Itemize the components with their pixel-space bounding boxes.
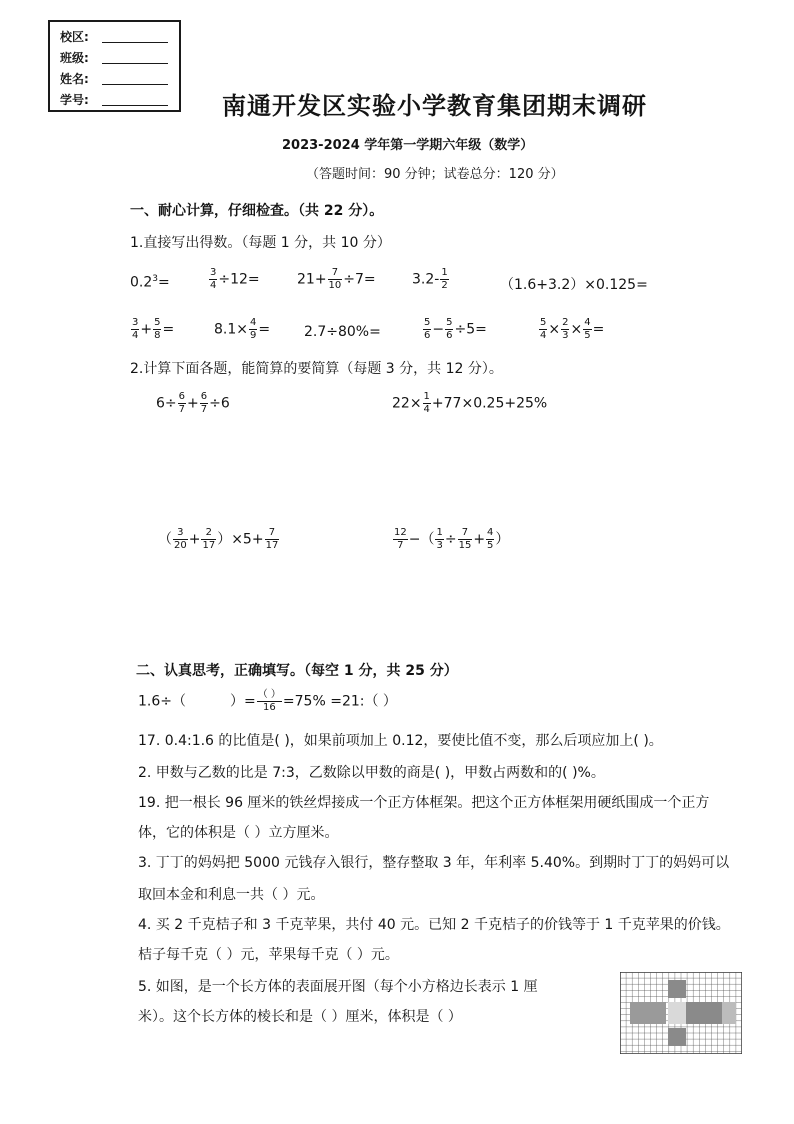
numerator: 3 [132, 317, 139, 328]
operator: −（ [408, 531, 435, 548]
net-face-back [722, 1002, 736, 1024]
denominator: 16 [262, 702, 276, 713]
student-info-box [48, 20, 181, 112]
numerator: 3 [173, 528, 188, 540]
class-label: 班级: [60, 51, 89, 65]
net-face-right [686, 1002, 722, 1024]
exam-subtitle: 2023-2024 学年第一学期六年级（数学） [282, 138, 534, 153]
expr-prefix: 1.6÷（ [138, 693, 186, 710]
fraction [328, 268, 343, 291]
operator: + [188, 531, 201, 548]
fill-q19-line1: 19. 把一根长 96 厘米的铁丝焊接成一个正方体框架。把这个正方体框架用硬纸围成一个正方 [138, 795, 710, 811]
fraction [393, 528, 408, 551]
denominator: 7 [397, 540, 404, 551]
student-id-field[interactable] [102, 105, 168, 106]
denominator: 4 [423, 404, 430, 415]
numerator: 5 [154, 317, 161, 328]
paren-open: （ [158, 531, 172, 548]
numerator: 4 [584, 317, 591, 328]
net-face-left [630, 1002, 666, 1024]
fraction [423, 318, 431, 341]
expr-prefix: 22× [392, 395, 422, 412]
fraction [265, 528, 280, 551]
denominator: 8 [154, 330, 161, 341]
expr-mid: ）= [230, 693, 256, 710]
fill-q3-line1: 3. 丁丁的妈妈把 5000 元钱存入银行，整存整取 3 年，年利率 5.40%。到期时丁丁的妈妈可以 [138, 855, 730, 871]
denominator: 7 [200, 404, 208, 415]
expr-rest: ÷6 [209, 395, 230, 412]
denominator: 17 [202, 540, 216, 551]
step-calc-2 [392, 392, 547, 415]
fraction [201, 528, 216, 551]
denominator: 7 [178, 404, 186, 415]
calc-item-r2-2 [214, 318, 270, 341]
numerator: 7 [458, 528, 473, 540]
expr-rest: =75% =21:（ ） [282, 693, 397, 710]
numerator: 3 [210, 267, 217, 278]
expr-equals: = [162, 321, 175, 338]
operator: ÷ [444, 531, 457, 548]
fill-q5-line2: 米）。这个长方体的棱长和是（ ）厘米，体积是（ ） [138, 1009, 462, 1025]
net-face-front [668, 1002, 686, 1024]
fill-q2: 2. 甲数与乙数的比是 7:3，乙数除以甲数的商是( )，甲数占两数和的( )%。 [138, 765, 605, 781]
fraction [486, 528, 494, 551]
denominator: 17 [265, 540, 279, 551]
fraction [440, 268, 448, 291]
denominator: 6 [424, 330, 431, 341]
calc-item-r2-1 [130, 318, 174, 341]
q2-heading: 2.计算下面各题，能简算的要简算（每题 3 分，共 12 分）。 [130, 361, 503, 377]
numerator: 4 [250, 317, 257, 328]
fraction [257, 690, 282, 713]
operator: + [473, 531, 486, 548]
expr-equals: = [158, 274, 170, 291]
numerator: 5 [446, 317, 453, 328]
student-id-label: 学号: [60, 93, 89, 107]
cuboid-net-figure [620, 972, 742, 1054]
expr-prefix: 21+ [297, 271, 327, 288]
paren-close: ） [495, 531, 510, 548]
exam-info: （答题时间：90 分钟；试卷总分：120 分） [306, 167, 564, 182]
fraction [131, 318, 139, 341]
expr-prefix: 3.2- [412, 271, 440, 288]
denominator: 6 [446, 330, 453, 341]
exam-title: 南通开发区实验小学教育集团期末调研 [222, 92, 647, 120]
fill-q4-line2: 桔子每千克（ ）元，苹果每千克（ ）元。 [138, 947, 399, 963]
fill-q4-line1: 4. 买 2 千克桔子和 3 千克苹果，共付 40 元。已知 2 千克桔子的价钱等于 1 千克苹果的价钱。 [138, 917, 730, 933]
fraction [173, 528, 188, 551]
name-field[interactable] [102, 84, 168, 85]
numerator: 5 [424, 317, 431, 328]
fraction [458, 528, 473, 551]
denominator: 4 [132, 330, 139, 341]
fraction [200, 392, 208, 415]
name-label: 姓名: [60, 72, 89, 86]
fill-q17: 17. 0.4:1.6 的比值是( )，如果前项加上 0.12，要使比值不变，那么后项应加上( )。 [138, 733, 663, 749]
numerator: （ ） [257, 689, 281, 700]
numerator: 1 [423, 391, 430, 402]
expr-exponent: 3 [152, 274, 158, 284]
numerator: 12 [394, 527, 407, 538]
fill-q1 [138, 690, 397, 713]
campus-field[interactable] [102, 42, 168, 43]
numerator: 2 [562, 317, 569, 328]
expr-equals: = [258, 321, 271, 338]
denominator: 3 [562, 330, 569, 341]
operator: + [140, 321, 153, 338]
class-field[interactable] [102, 63, 168, 64]
q1-heading: 1.直接写出得数。（每题 1 分，共 10 分） [130, 235, 391, 251]
denominator: 20 [174, 540, 187, 551]
calc-item-r2-4 [422, 318, 487, 341]
calc-item-r1-1 [130, 274, 170, 291]
denominator: 5 [584, 330, 591, 341]
fill-q5-line1: 5. 如图，是一个长方体的表面展开图（每个小方格边长表示 1 厘 [138, 979, 538, 995]
expr-rest: ÷12= [218, 271, 260, 288]
fraction [583, 318, 591, 341]
calc-item-r2-5 [538, 318, 604, 341]
denominator: 10 [328, 280, 342, 291]
denominator: 3 [436, 540, 443, 551]
numerator: 1 [441, 267, 448, 278]
fraction [249, 318, 257, 341]
numerator: 7 [265, 528, 280, 540]
campus-label: 校区: [60, 30, 89, 44]
fraction [178, 392, 186, 415]
net-face-top [668, 980, 686, 998]
net-face-bottom [668, 1028, 686, 1046]
operator: − [432, 321, 445, 338]
expr-base: 0.2 [130, 274, 153, 291]
section1-heading: 一、耐心计算，仔细检查。（共 22 分）。 [130, 203, 384, 219]
denominator: 4 [210, 280, 217, 291]
numerator: 6 [200, 391, 208, 402]
fraction [153, 318, 161, 341]
fraction [209, 268, 217, 291]
fill-q3-line2: 取回本金和利息一共（ ）元。 [138, 887, 325, 903]
expr-prefix: 8.1× [214, 321, 248, 338]
numerator: 5 [540, 317, 547, 328]
numerator: 6 [178, 391, 186, 402]
numerator: 2 [201, 528, 216, 540]
operator: + [187, 395, 199, 412]
expr-rest: ÷7= [343, 271, 376, 288]
numerator: 7 [328, 268, 343, 280]
expr-rest: ）×5+ [217, 531, 264, 548]
calc-item-r1-4 [412, 268, 450, 291]
calc-item-r2-3: 2.7÷80%= [304, 324, 381, 340]
fraction [445, 318, 453, 341]
calc-item-r1-3 [297, 268, 376, 291]
numerator: 4 [487, 527, 494, 538]
step-calc-1 [156, 392, 230, 415]
fraction [539, 318, 547, 341]
section2-heading: 二、认真思考，正确填写。（每空 1 分，共 25 分） [136, 663, 458, 679]
calc-item-r1-5: （1.6+3.2）×0.125= [500, 277, 648, 293]
denominator: 4 [540, 330, 547, 341]
denominator: 15 [458, 540, 472, 551]
denominator: 5 [487, 540, 494, 551]
fraction [423, 392, 431, 415]
calc-item-r1-2 [208, 268, 260, 291]
fraction [435, 528, 443, 551]
fill-q19-line2: 体，它的体积是（ ）立方厘米。 [138, 825, 339, 841]
expr-equals: = [592, 321, 605, 338]
denominator: 9 [250, 330, 257, 341]
expr-prefix: 6÷ [156, 395, 177, 412]
expr-rest: +77×0.25+25% [431, 395, 548, 412]
fraction [561, 318, 569, 341]
step-calc-3 [158, 528, 280, 551]
operator: × [570, 321, 583, 338]
denominator: 2 [441, 280, 448, 291]
operator: × [548, 321, 561, 338]
step-calc-4 [392, 528, 509, 551]
expr-rest: ÷5= [454, 321, 487, 338]
numerator: 1 [436, 527, 443, 538]
